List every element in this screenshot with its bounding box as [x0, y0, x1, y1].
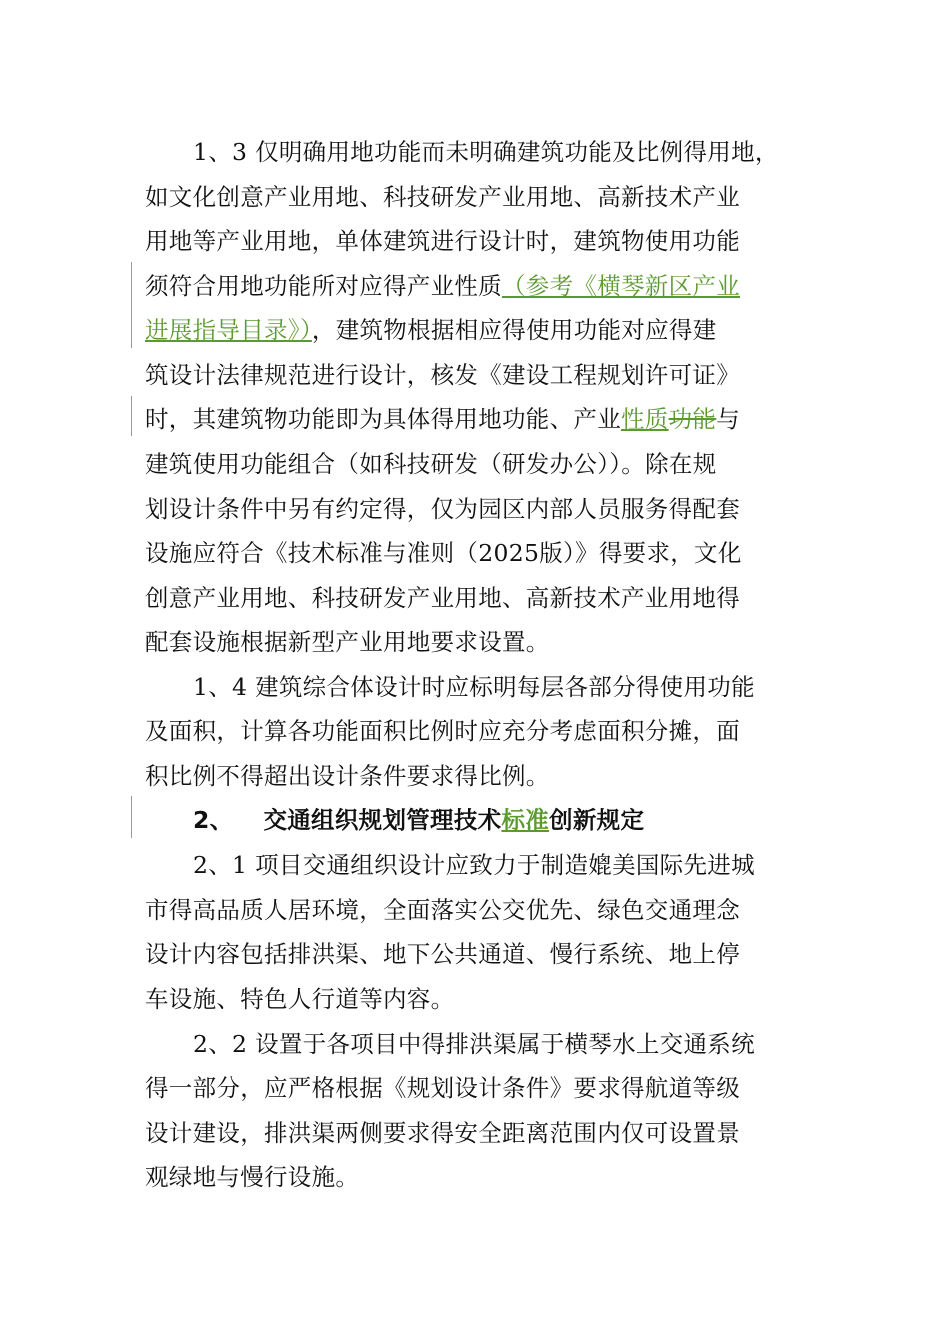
text-line: 设计内容包括排洪渠、地下公共通道、慢行系统、地上停 — [145, 940, 740, 968]
section-heading — [193, 800, 644, 840]
text-line: 积比例不得超出设计条件要求得比例。 — [145, 762, 550, 790]
text-line: 配套设施根据新型产业用地要求设置。 — [145, 628, 550, 656]
change-bar — [131, 262, 132, 348]
inserted-text: 性质 — [621, 405, 669, 433]
text-run: ，建筑物根据相应得使用功能对应得建 — [311, 316, 717, 344]
text-line: 如文化创意产业用地、科技研发产业用地、高新技术产业 — [145, 183, 740, 211]
text-line: 2、2 设置于各项目中得排洪渠属于横琴水上交通系统 — [193, 1030, 755, 1058]
text-line: 划设计条件中另有约定得，仅为园区内部人员服务得配套 — [145, 495, 740, 523]
text-line: 筑设计法律规范进行设计，核发《建设工程规划许可证》 — [145, 361, 740, 389]
text-line: 1、3 仅明确用地功能而未明确建筑功能及比例得用地， — [193, 138, 779, 166]
text-line: 用地等产业用地，单体建筑进行设计时，建筑物使用功能 — [145, 227, 740, 255]
text-line: 得一部分，应严格根据《规划设计条件》要求得航道等级 — [145, 1074, 740, 1102]
text-run: 与 — [716, 405, 741, 433]
text-line — [145, 399, 740, 439]
text-line — [145, 310, 717, 350]
text-line: 设计建设，排洪渠两侧要求得安全距离范围内仅可设置景 — [145, 1119, 740, 1147]
text-line: 车设施、特色人行道等内容。 — [145, 985, 455, 1013]
inserted-text: 标准 — [501, 806, 550, 834]
change-bar — [131, 796, 132, 838]
heading-text: 交通组织规划管理技术 — [263, 806, 502, 834]
text-line: 创意产业用地、科技研发产业用地、高新技术产业用地得 — [145, 584, 740, 612]
heading-number: 2、 — [193, 806, 234, 834]
text-run: 须符合用地功能所对应得产业性质 — [145, 272, 502, 300]
text-line: 1、4 建筑综合体设计时应标明每层各部分得使用功能 — [193, 673, 755, 701]
deleted-text: 功能 — [668, 405, 717, 433]
text-line: 2、1 项目交通组织设计应致力于制造媲美国际先进城 — [193, 851, 755, 879]
text-line — [145, 266, 740, 306]
heading-text: 创新规定 — [549, 806, 645, 834]
text-line: 建筑使用功能组合（如科技研发（研发办公））。除在规 — [145, 450, 717, 478]
inserted-text: 进展指导目录》） — [145, 316, 312, 344]
text-line: 设施应符合《技术标准与准则（2025版）》得要求，文化 — [145, 539, 742, 567]
text-line: 观绿地与慢行设施。 — [145, 1163, 360, 1191]
text-line: 市得高品质人居环境，全面落实公交优先、绿色交通理念 — [145, 896, 740, 924]
text-run: 时，其建筑物功能即为具体得用地功能、产业 — [145, 405, 621, 433]
text-line: 及面积，计算各功能面积比例时应充分考虑面积分摊，面 — [145, 717, 740, 745]
change-bar — [131, 396, 132, 436]
inserted-text: （参考《横琴新区产业 — [502, 272, 740, 300]
